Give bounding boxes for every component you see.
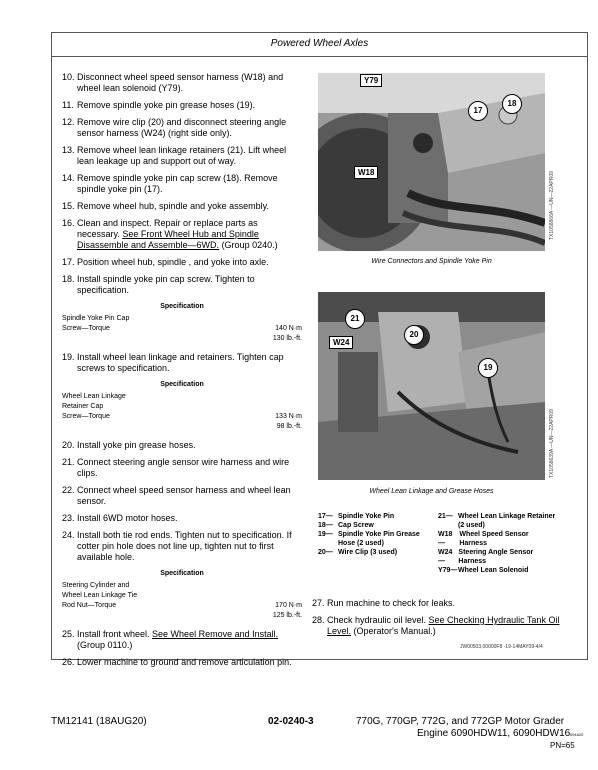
spec-spindle-yoke-pin: Specification Spindle Yoke Pin Cap Screw—Torque 140 N·m 130 lb.-ft. — [62, 303, 302, 342]
step-28: 28. Check hydraulic oil level. See Checking Hydraulic Tank Oil Level. (Operator's Manual.) — [312, 615, 560, 636]
legend-item — [438, 530, 558, 548]
callout-w24: W24 — [329, 336, 353, 349]
callout-20: 20 — [404, 325, 424, 345]
spec-tie-rod: Specification Steering Cylinder and Wheel Lean Linkage Tie Rod Nut—Torque 170 N·m 125 lb.-ft. — [62, 570, 302, 619]
step-item — [62, 117, 302, 139]
legend-key: 19— — [318, 531, 333, 538]
step-number: 12. — [62, 117, 75, 127]
step-number: 17. — [62, 257, 75, 267]
figure2-caption: Wheel Lean Linkage and Grease Hoses — [369, 488, 494, 495]
step-text: Remove wheel hub, spindle and yoke assembly. — [77, 201, 269, 211]
legend-key: 21— — [438, 513, 453, 520]
legend-value: Cap Screw — [338, 522, 374, 529]
legend-key: W24— — [438, 549, 453, 565]
figure1-caption: Wire Connectors and Spindle Yoke Pin — [371, 258, 492, 265]
section-title: Powered Wheel Axles — [270, 38, 369, 49]
step-item — [62, 485, 302, 507]
legend-value: Wheel Lean Linkage Retainer (2 used) — [458, 513, 556, 529]
step-25: 25. Install front wheel. See Wheel Remove and Install. (Group 0110.) — [62, 629, 279, 650]
step-number: 21. — [62, 457, 75, 467]
step-text: Remove spindle yoke pin grease hoses (19). — [77, 100, 256, 110]
footer-page-number: PN=65 — [550, 741, 575, 750]
legend-item — [318, 512, 433, 521]
step-number: 20. — [62, 440, 75, 450]
step-text: Connect steering angle sensor wire harness and wire clips. — [77, 457, 290, 478]
callout-21: 21 — [345, 309, 365, 329]
legend-item — [438, 512, 558, 530]
spec-wheel-lean-linkage: Specification Wheel Lean Linkage Retainer Cap Screw—Torque 133 N·m 98 lb.-ft. — [62, 381, 302, 430]
callout-19: 19 — [478, 358, 498, 378]
step-number: 24. — [62, 530, 75, 540]
step-number: 22. — [62, 485, 75, 495]
legend-item — [318, 548, 433, 557]
step-item — [62, 513, 302, 524]
document-id: JW00503,00000F8 -19-14MAY09-4/4 — [460, 644, 543, 650]
step-text: Remove wire clip (20) and disconnect steering angle sensor harness (W24) (right side only). — [77, 117, 287, 138]
left-column — [62, 72, 302, 674]
callout-17: 17 — [468, 101, 488, 121]
step-number: 11. — [62, 100, 74, 110]
step-text: Position wheel hub, spindle , and yoke into axle. — [77, 257, 269, 267]
step-text: Remove spindle yoke pin cap screw (18). Remove spindle yoke pin (17). — [77, 173, 278, 194]
step-number: 13. — [62, 145, 75, 155]
link-wheel-remove-install[interactable]: See Wheel Remove and Install. — [152, 629, 279, 639]
legend-value: Wire Clip (3 used) — [338, 549, 398, 556]
step-item — [62, 100, 302, 111]
legend-item — [318, 530, 433, 548]
step-number: 14. — [62, 173, 75, 183]
step-16: 16. Clean and inspect. Repair or replace parts as necessary. See Front Wheel Hub and Spindle Disassemble and Assemble—6WD. (Group 0240.) — [62, 218, 278, 250]
step-item — [62, 530, 302, 563]
step-item — [62, 274, 302, 296]
legend-value: Wheel Speed Sensor Harness — [459, 531, 529, 547]
step-number: 15. — [62, 201, 75, 211]
callout-w18: W18 — [354, 166, 378, 179]
callout-18: 18 — [502, 94, 522, 114]
step-item — [62, 72, 302, 94]
figure2-code: TX1058639A —UN—22APR09 — [549, 409, 555, 478]
legend-value: Spindle Yoke Pin Grease Hose (2 used) — [338, 531, 420, 547]
step-text: Install yoke pin grease hoses. — [77, 440, 196, 450]
step-27: 27. Run machine to check for leaks. — [312, 598, 456, 608]
step-text: Install both tie rod ends. Tighten nut to specification. If cotter pin hole does not line up, tighten nut to first available hole. — [77, 530, 292, 562]
step-number: 23. — [62, 513, 75, 523]
step-number: 18. — [62, 274, 75, 284]
step-19: 19. Install wheel lean linkage and retainers. Tighten cap screws to specification. — [62, 352, 284, 373]
legend-value: Spindle Yoke Pin — [338, 513, 395, 520]
legend-key: Y79— — [438, 567, 458, 574]
step-item — [62, 173, 302, 195]
legend-key: 17— — [318, 513, 333, 520]
header-rule — [51, 56, 588, 57]
legend-key: 18— — [318, 522, 333, 529]
footer-date-code: 091620 — [570, 732, 584, 737]
step-text: Remove wheel lean linkage retainers (21). Lift wheel lean leakage up and support out of way. — [77, 145, 287, 166]
right-column-steps — [312, 598, 562, 643]
figure1-code: TX1058866A —UN—22APR09 — [549, 171, 555, 240]
step-item — [62, 457, 302, 479]
link-front-wheel-hub[interactable]: See Front Wheel Hub and Spindle Disassemble and Assemble—6WD. — [77, 229, 259, 250]
step-item — [62, 145, 302, 167]
step-number: 10. — [62, 72, 75, 82]
link-hydraulic-tank-oil[interactable]: See Checking Hydraulic Tank Oil Level. — [327, 615, 560, 636]
callout-y79: Y79 — [360, 74, 382, 87]
footer-engine: Engine 6090HDW11, 6090HDW16 — [417, 728, 571, 739]
step-text: Disconnect wheel speed sensor harness (W18) and wheel lean solenoid (Y79). — [77, 72, 284, 93]
footer-manual-id: TM12141 (18AUG20) — [51, 716, 147, 727]
legend-value: Wheel Lean Solenoid — [458, 567, 529, 574]
legend-key: W18— — [438, 531, 453, 547]
footer-model: 770G, 770GP, 772G, and 772GP Motor Grader — [356, 716, 565, 727]
step-item — [62, 257, 302, 268]
legend-item — [438, 548, 558, 566]
step-item — [62, 440, 302, 451]
step-26: 26. Lower machine to ground and remove articulation pin. — [62, 657, 292, 667]
legend-item — [438, 566, 558, 575]
step-text: Install 6WD motor hoses. — [77, 513, 178, 523]
legend-key: 20— — [318, 549, 333, 556]
step-text: Connect wheel speed sensor harness and wheel lean sensor. — [77, 485, 291, 506]
step-text: Install spindle yoke pin cap screw. Tighten to specification. — [77, 274, 255, 295]
footer-page-code: 02-0240-3 — [268, 716, 314, 727]
step-item — [62, 201, 302, 212]
legend-value: Steering Angle Sensor Harness — [458, 549, 534, 565]
legend-item — [318, 521, 433, 530]
